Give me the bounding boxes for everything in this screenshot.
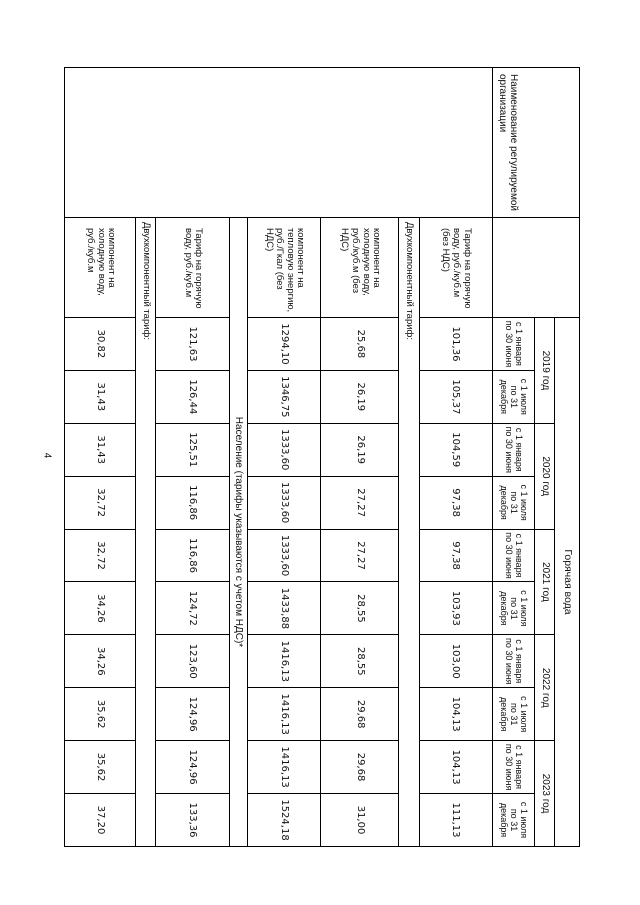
value-cell: 126,44 <box>156 370 230 423</box>
value-cell: 1346,75 <box>247 370 321 423</box>
value-cell: 133,36 <box>156 794 230 847</box>
value-cell: 104,59 <box>419 423 493 476</box>
year-header: 2023 год <box>535 741 555 847</box>
period-header: с 1 января по 30 июня <box>493 529 535 582</box>
value-cell: 1524,18 <box>247 794 321 847</box>
value-cell: 97,38 <box>419 476 493 529</box>
value-cell: 103,00 <box>419 635 493 688</box>
value-cell: 35,62 <box>65 741 136 794</box>
value-cell: 34,26 <box>65 582 136 635</box>
tariff-table-rotated <box>64 67 580 847</box>
value-cell: 31,00 <box>321 794 399 847</box>
population-section-label: Население (тарифы указываются с учетом НДС)* <box>230 218 248 847</box>
value-cell: 32,72 <box>65 529 136 582</box>
value-cell: 32,72 <box>65 476 136 529</box>
section-label: Двухкомпонентный тариф: <box>399 218 419 847</box>
value-cell: 1333,60 <box>247 476 321 529</box>
label-header-blank <box>493 218 580 318</box>
year-header: 2019 год <box>535 318 555 424</box>
value-cell: 27,27 <box>321 529 399 582</box>
value-cell: 28,55 <box>321 582 399 635</box>
period-header: с 1 января по 30 июня <box>493 635 535 688</box>
value-cell: 103,93 <box>419 582 493 635</box>
value-cell: 116,86 <box>156 476 230 529</box>
value-cell: 29,68 <box>321 741 399 794</box>
period-header: с 1 января по 30 июня <box>493 741 535 794</box>
tariff-table <box>64 67 580 847</box>
row-label: Тариф на горячую воду, руб./куб.м (без НДС) <box>419 218 493 318</box>
value-cell: 104,13 <box>419 688 493 741</box>
value-cell: 37,20 <box>65 794 136 847</box>
value-cell: 124,72 <box>156 582 230 635</box>
section-label: Двухкомпонентный тариф: <box>136 218 156 847</box>
value-cell: 34,26 <box>65 635 136 688</box>
year-header: 2020 год <box>535 423 555 529</box>
table-row <box>419 68 493 847</box>
value-cell: 27,27 <box>321 476 399 529</box>
period-header: с 1 января по 30 июня <box>493 423 535 476</box>
period-header: с 1 июля по 31 декабря <box>493 370 535 423</box>
value-cell: 1333,60 <box>247 423 321 476</box>
org-name-cell <box>65 68 493 218</box>
period-header: с 1 июля по 31 декабря <box>493 688 535 741</box>
value-cell: 1433,88 <box>247 582 321 635</box>
hot-water-header: Горячая вода <box>555 318 580 847</box>
period-header: с 1 июля по 31 декабря <box>493 794 535 847</box>
year-header: 2022 год <box>535 635 555 741</box>
value-cell: 124,96 <box>156 688 230 741</box>
value-cell: 97,38 <box>419 529 493 582</box>
value-cell: 111,13 <box>419 794 493 847</box>
row-label: Тариф на горячую воду, руб./куб.м <box>156 218 230 318</box>
row-label: компонент на холодную воду, руб./куб.м (без НДС) <box>321 218 399 318</box>
period-header: с 1 июля по 31 декабря <box>493 582 535 635</box>
value-cell: 31,43 <box>65 423 136 476</box>
value-cell: 29,68 <box>321 688 399 741</box>
value-cell: 1294,10 <box>247 318 321 371</box>
value-cell: 26,19 <box>321 423 399 476</box>
value-cell: 1333,60 <box>247 529 321 582</box>
value-cell: 101,36 <box>419 318 493 371</box>
org-name-header: Наименование регулируемой организации <box>493 68 580 218</box>
value-cell: 105,37 <box>419 370 493 423</box>
year-header: 2021 год <box>535 529 555 635</box>
row-label: компонент на тепловую энергию, руб./Гкал (без НДС) <box>247 218 321 318</box>
value-cell: 35,62 <box>65 688 136 741</box>
value-cell: 1416,13 <box>247 741 321 794</box>
value-cell: 116,86 <box>156 529 230 582</box>
value-cell: 26,19 <box>321 370 399 423</box>
value-cell: 31,43 <box>65 370 136 423</box>
value-cell: 104,13 <box>419 741 493 794</box>
value-cell: 1416,13 <box>247 635 321 688</box>
value-cell: 30,82 <box>65 318 136 371</box>
value-cell: 121,63 <box>156 318 230 371</box>
value-cell: 123,60 <box>156 635 230 688</box>
value-cell: 25,68 <box>321 318 399 371</box>
period-header: с 1 июля по 31 декабря <box>493 476 535 529</box>
value-cell: 125,51 <box>156 423 230 476</box>
value-cell: 1416,13 <box>247 688 321 741</box>
value-cell: 124,96 <box>156 741 230 794</box>
page-number: 4 <box>41 452 53 459</box>
value-cell: 28,55 <box>321 635 399 688</box>
row-label: компонент на холодную воду, руб./куб.м <box>65 218 136 318</box>
period-header: с 1 января по 30 июня <box>493 318 535 371</box>
